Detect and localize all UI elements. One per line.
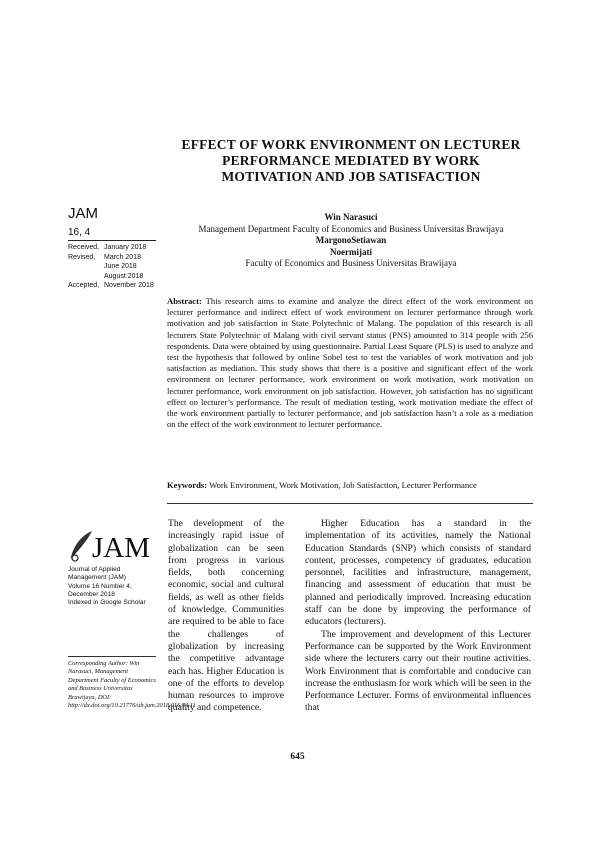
date-label: Revised, [68,253,96,261]
date-value: June 2018 [104,263,137,270]
article-dates [68,243,156,291]
journal-info-line: Indexed in Google Scholar [68,599,146,607]
page-number: 645 [290,752,305,762]
date-label [68,262,104,272]
journal-info-line: Journal of Applied [68,566,121,573]
author-block [160,212,542,270]
journal-info-line: Management (JAM) [68,574,126,582]
date-value: November 2018 [104,282,154,289]
ink-dot [72,555,78,561]
date-value: March 2018 [104,253,141,261]
date-value: August 2018 [104,272,144,280]
keywords [167,480,533,491]
body-paragraph: The improvement and development of this Lecturer Performance can be supported by the Work Environment side where the lecturers carry out their routine activities. Work Environment that is comfortable and conducive can increase the enthusiasm for work which will be seen in the Performance Lecturer. Forms of environmental influences that [305,628,531,714]
title-line: PERFORMANCE MEDIATED BY WORK [222,153,480,168]
author-name: MargonoSetiawan [315,235,387,245]
body-column-2 [305,518,531,715]
logo-text: JAM [92,532,151,563]
date-label: Accepted, [68,282,100,289]
body-paragraph: Higher Education has a standard in the implementation of its activities, namely the National Education Standards (SNP) which consists of standard content, processes, competency of graduates, education personnel, facilities and infrastructure, management, financing and assessment of education that must be planned and periodically improved. Increasing education staff can be done by improving the performance of educators (lecturers). [305,518,531,628]
date-label: Received, [68,244,100,251]
journal-name: JAM [68,205,98,222]
section-divider [167,503,533,504]
journal-info-line: Volume 16 Number 4, [68,582,132,590]
paper-title [160,137,542,185]
author-name: Noermijati [330,246,372,257]
abstract [167,296,533,430]
author-name: Win Narasuci [324,212,378,222]
title-line: MOTIVATION AND JOB SATISFACTION [221,169,481,184]
author-affiliation: Faculty of Economics and Business Universitas Brawijaya [245,258,457,268]
journal-volume: 16, 4 [68,227,156,241]
abstract-text: This research aims to examine and analyze the direct effect of the work environment on lecturer performance and indirect effect of work environment on lecturer performance through work motivation and job satisfaction in State Polytechnic of Malang. The population of this research is all lecturers State Polytechnic of Malang with civil servant status (PNS) amounted to 314 people with 256 respondents. Data were obtained by using questionnaire. Partial Least Square (PLS) is used to analyze and test the hypothesis that followed by online Sobel test to test the variables of work motivation and job satisfaction as mediation. This study shows that there is a positive and significant effect of the work environment on lecturer performance, work environment on work motivation, work motivation on lecturer performance, work environment on job satisfaction. However, job satisfaction has no significant effect on lecturer’s performance. The result of mediation testing, work motivation mediate the effect of the work environment partially to lecturer performance, and job satisfaction hasn’t a role as a mediation on the effect of the work environment to lecturer performance. [167,296,533,430]
feather-icon [71,531,92,557]
author-affiliation: Management Department Faculty of Economics and Business Universitas Brawijaya [198,223,504,234]
journal-sidebar [68,205,156,291]
keywords-label: Keywords: [167,480,208,490]
corresponding-author: Corresponding Author: Win Narasuci, Management Department Faculty of Economics and Business Universitas Brawijaya, DOI: http://dx.doi.org/10.21776/ub.jam.2018.016.04.11 [68,656,156,710]
jam-logo [68,527,158,563]
keywords-text: Work Environment, Work Motivation, Job Satisfaction, Lecturer Performance [207,480,477,490]
journal-info [68,566,163,607]
journal-info-line: December 2018 [68,590,115,598]
title-line: EFFECT OF WORK ENVIRONMENT ON LECTURER [181,137,521,152]
abstract-label: Abstract: [167,296,202,306]
date-value: January 2018 [104,244,147,251]
body-column-1: The development of the increasingly rapid issue of globalization can be seen from progress in various fields, both concerning economic, social and cultural fields, as well as other fields of knowledge. Communities are required to be able to face the challenges of globalization by increasing the competitive advantage each has. Higher Education is one of the efforts to develop human resources to improve quality and competence. [168,518,284,714]
date-label [68,272,104,282]
